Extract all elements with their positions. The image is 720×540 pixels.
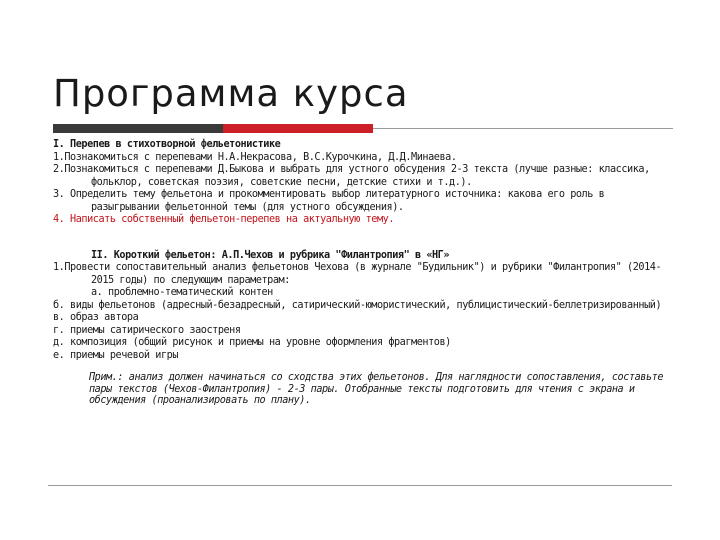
section2-item: б. виды фельетонов (адресный-безадресный, сатирический-юмористический, публицистический-беллетризированный): [53, 299, 662, 311]
footer-rule: [48, 485, 672, 486]
section1-item: 3. Определить тему фельетона и прокомментировать выбор литературного источника: какова его роль в разыгрывании фельетонной темы (для устного обсуждения).: [53, 189, 605, 213]
slide-title: Программа курса: [53, 72, 409, 115]
section2-item: д. композиция (общий рисунок и приемы на уровне оформления фрагментов): [53, 337, 451, 348]
section2-item: 1.Провести сопоставительный анализ фельетонов Чехова (в журнале "Будильник") и рубрики "Филантропия" (2014-2015 годы) по следующим параметрам:: [53, 262, 662, 286]
note-text: Прим.: анализ должен начинаться со сходства этих фельетонов. Для наглядности сопоставления, составьте пары текстов (Чехов-Филантропия) - 2-3 пары. Отобранные тексты подготовить для чтения с экрана и обсуждения (проанализировать по плану).: [89, 372, 664, 406]
section1-item: 1.Познакомиться с перепевами Н.А.Некрасова, В.С.Курочкина, Д.Д.Минаева.: [53, 151, 457, 163]
title-underline: [53, 124, 673, 133]
underline-dark-segment: [53, 124, 223, 133]
underline-thin-segment: [373, 128, 673, 129]
section2-item: в. образ автора: [53, 312, 139, 323]
underline-red-segment: [223, 124, 373, 133]
section2-subitem: а. проблемно-тематический контен: [91, 287, 273, 298]
section2-item: г. приемы сатирического заостреня: [53, 324, 241, 336]
section1-item: 2.Познакомиться с перепевами Д.Быкова и выбрать для устного обсудения 2-3 текста (лучше разные: классика, фольклор, советская поэзия, советские песни, детские стихи и т.д.).: [53, 164, 650, 188]
section2-item: е. приемы речевой игры: [53, 349, 179, 361]
slide-body: [53, 139, 675, 407]
section2-heading: II. Короткий фельетон: А.П.Чехов и рубрика "Филантропия" в «НГ»: [91, 249, 450, 261]
section1-heading: I. Перепев в стихотворной фельетонистике: [53, 139, 281, 150]
section1-item-highlighted: 4. Написать собственный фельетон-перепев на актуальную тему.: [53, 214, 395, 225]
